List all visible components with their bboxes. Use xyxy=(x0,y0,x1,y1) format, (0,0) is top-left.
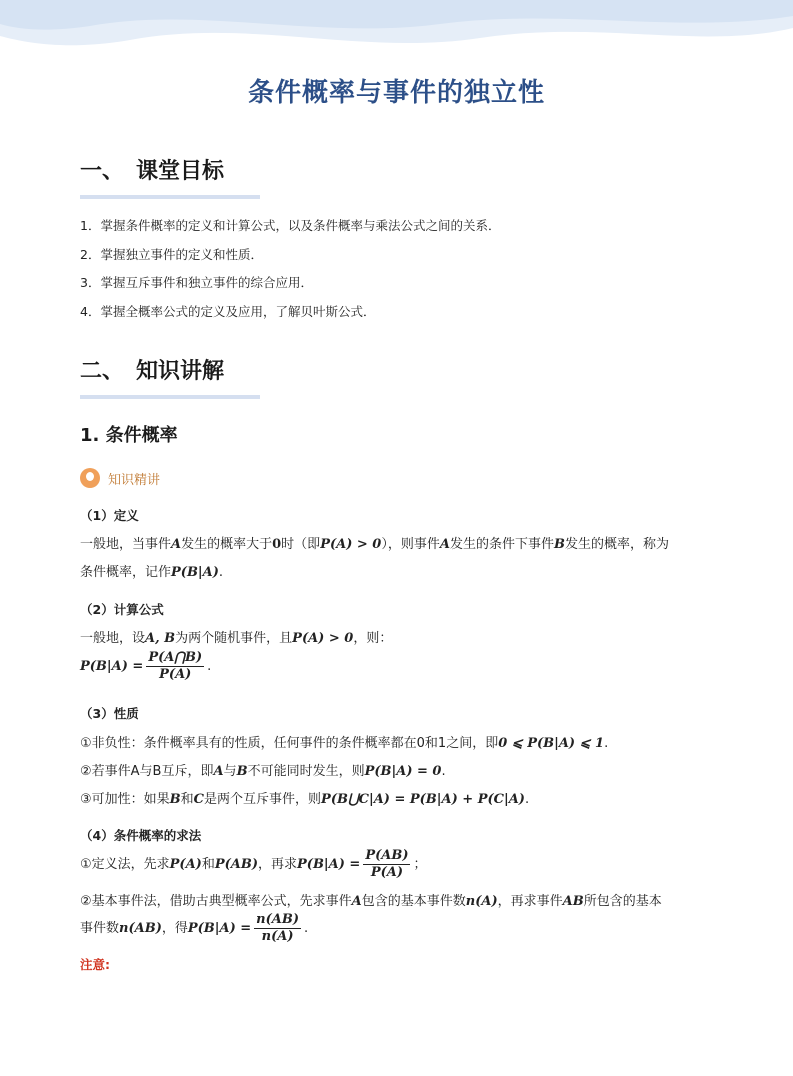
math: C xyxy=(193,792,205,807)
math: P(B|A) = 0 xyxy=(364,764,442,779)
text: . xyxy=(218,565,224,580)
numerator: P(A⋂B) xyxy=(148,650,203,665)
text: . xyxy=(604,736,609,751)
math: P(AB) xyxy=(214,857,258,872)
section-title: 知识讲解 xyxy=(136,359,225,384)
text: 条件概率，记作 xyxy=(80,565,172,580)
document-title: 条件概率与事件的独立性 xyxy=(247,78,545,108)
text: ，再求 xyxy=(258,857,298,872)
section-underline xyxy=(80,395,260,399)
text: ； xyxy=(413,857,427,872)
numerator: P(AB) xyxy=(365,848,409,863)
text: 是两个互斥事件，则 xyxy=(204,792,322,807)
definition-line-2 xyxy=(80,561,223,580)
fraction xyxy=(146,650,204,683)
method-2-line-2 xyxy=(80,912,308,945)
text: 发生的概率大于 xyxy=(181,537,273,552)
text: 包含的基本事件数 xyxy=(361,894,466,909)
text: ，再求事件 xyxy=(497,894,563,909)
text: 一般地，当事件 xyxy=(80,537,172,552)
math: B xyxy=(553,537,565,552)
property-1 xyxy=(80,732,608,751)
subsection-heading: 1. 条件概率 xyxy=(80,425,178,446)
denominator: n(A) xyxy=(261,929,294,944)
list-item: 2．掌握独立事件的定义和性质． xyxy=(80,246,263,262)
math: A xyxy=(439,537,450,552)
text: ①非负性：条件概率具有的性质，任何事件的条件概率都在0和1之间，即 xyxy=(80,736,499,751)
text: 不可能同时发生，则 xyxy=(247,764,365,779)
text: 和 xyxy=(201,857,215,872)
math: P(B|A) = xyxy=(187,921,252,936)
math: B xyxy=(236,764,248,779)
property-3 xyxy=(80,788,529,807)
section-underline xyxy=(80,195,260,199)
definition-line-1 xyxy=(80,533,669,552)
text: ，得 xyxy=(161,921,188,936)
list-item: 1．掌握条件概率的定义和计算公式，以及条件概率与乘法公式之间的关系． xyxy=(80,218,501,233)
math: A, B xyxy=(145,631,176,646)
text: 发生的条件下事件 xyxy=(449,537,554,552)
fraction xyxy=(363,848,410,881)
text: ，则： xyxy=(353,631,393,646)
property-2 xyxy=(80,760,446,779)
section-heading-objectives xyxy=(80,154,224,185)
math: P(B|A) = xyxy=(80,659,144,674)
text: . xyxy=(304,921,309,936)
list-item: 4．掌握全概率公式的定义及应用，了解贝叶斯公式． xyxy=(80,303,376,319)
math: P(B⋃C|A) = P(B|A) + P(C|A) xyxy=(321,792,525,807)
section-heading-knowledge xyxy=(80,354,224,385)
header-wave-decoration xyxy=(0,0,793,60)
heading-properties: （3）性质 xyxy=(80,706,139,721)
math: A xyxy=(171,537,182,552)
method-2-line-1 xyxy=(80,890,662,909)
text: 所包含的基本 xyxy=(583,894,662,909)
math: P(A) > 0 xyxy=(320,537,382,552)
text: . xyxy=(441,764,446,779)
math: P(B|A) = xyxy=(297,857,361,872)
numerator: n(AB) xyxy=(256,912,299,927)
text: ③可加性：如果 xyxy=(80,792,170,807)
math: n(A) xyxy=(465,894,498,909)
math: 0 ⩽ P(B|A) ⩽ 1 xyxy=(498,736,605,751)
math: AB xyxy=(562,894,584,909)
text: ②若事件A与B互斥，即 xyxy=(80,764,214,779)
denominator: P(A) xyxy=(370,865,403,880)
formula-intro xyxy=(80,627,392,646)
math: P(A) xyxy=(169,857,202,872)
math: A xyxy=(351,894,362,909)
heading-formula: （2）计算公式 xyxy=(80,602,164,617)
text: . xyxy=(207,659,212,674)
knowledge-tag xyxy=(80,467,160,489)
text: ①定义法，先求 xyxy=(80,857,170,872)
section-number: 一、 xyxy=(80,159,125,184)
heading-methods: （4）条件概率的求法 xyxy=(80,828,202,843)
text: ②基本事件法，借助古典型概率公式，先求事件 xyxy=(80,894,352,909)
note-label: 注意: xyxy=(80,957,110,972)
denominator: P(A) xyxy=(159,667,192,682)
text: 为两个随机事件，且 xyxy=(175,631,293,646)
knowledge-label: 知识精讲 xyxy=(108,472,161,488)
text: ），则事件 xyxy=(381,537,440,552)
conditional-probability-formula xyxy=(80,650,211,683)
math: n(AB) xyxy=(119,921,162,936)
fraction xyxy=(254,912,301,945)
math: P(A) > 0 xyxy=(292,631,354,646)
lightbulb-icon xyxy=(80,468,100,488)
text: 与 xyxy=(223,764,237,779)
text: 发生的概率，称为 xyxy=(564,537,669,552)
text: . xyxy=(524,792,530,807)
section-title: 课堂目标 xyxy=(136,159,225,184)
section-number: 二、 xyxy=(80,359,125,384)
math: P(B|A) xyxy=(171,565,219,580)
method-1 xyxy=(80,848,427,881)
text: 事件数 xyxy=(80,921,120,936)
math: 0 xyxy=(272,537,282,552)
math: A xyxy=(213,764,224,779)
list-item: 3．掌握互斥事件和独立事件的综合应用． xyxy=(80,275,313,290)
text: 和 xyxy=(180,792,194,807)
text: 时（即 xyxy=(281,537,321,552)
objectives-list xyxy=(80,212,500,326)
text: 一般地，设 xyxy=(80,631,146,646)
heading-definition: （1）定义 xyxy=(80,508,139,523)
math: B xyxy=(169,792,181,807)
